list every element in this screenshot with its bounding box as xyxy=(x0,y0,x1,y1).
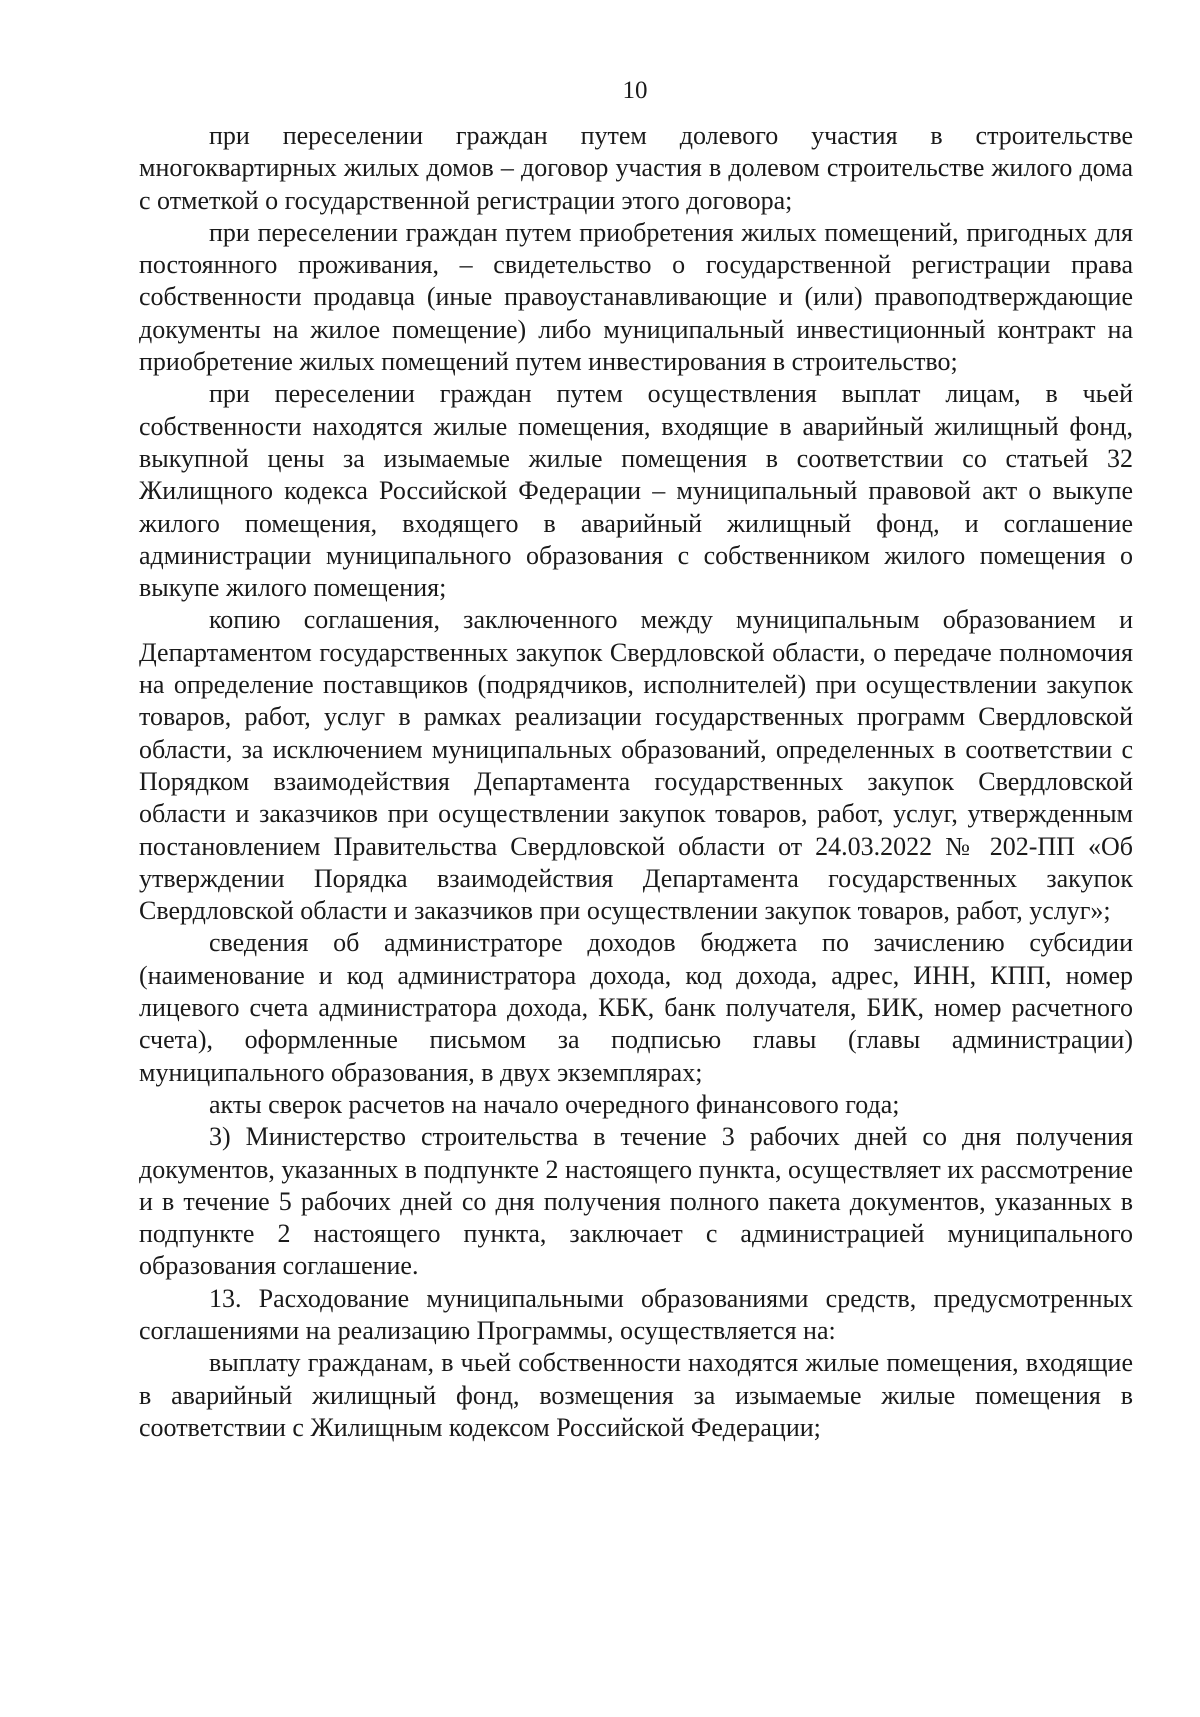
paragraph-reconciliation-acts: акты сверок расчетов на начало очередного финансового года; xyxy=(209,1089,900,1119)
paragraph-ministry-review: 3) Министерство строительства в течение 3 рабочих дней со дня получения документов, указанных в подпункте 2 настоящего пункта, осуществляет их рассмотрение и в течение 5 рабочих дней со дня получения полного пакета документов, указанных в подпункте 2 настоящего пункта, заключает с администрацией муниципального образования соглашение. xyxy=(139,1122,1133,1281)
paragraph-compensation-payment: выплату гражданам, в чьей собственности находятся жилые помещения, входящие в аварийный жилищный фонд, возмещения за изымаемые жилые помещения в соответствии с Жилищным кодексом Российской Федерации; xyxy=(139,1348,1133,1442)
page-number: 10 xyxy=(622,77,648,104)
paragraph-revenue-administrator: сведения об администраторе доходов бюджета по зачислению субсидии (наименование и код администратора дохода, код дохода, адрес, ИНН, КПП, номер лицевого счета администратора дохода, КБК, банк получателя, БИК, номер расчетного счета), оформленные письмом за подписью главы (главы администрации) муниципального образования, в двух экземплярах; xyxy=(139,928,1133,1087)
paragraph-buyout-payments: при переселении граждан путем осуществления выплат лицам, в чьей собственности находятся жилые помещения, входящие в аварийный жилищный фонд, выкупной цены за изымаемые жилые помещения в соответствии со статьей 32 Жилищного кодекса Российской Федерации – муниципальный правовой акт о выкупе жилого помещения, входящего в аварийный жилищный фонд, и соглашение администрации муниципального образования с собственником жилого помещения о выкупе жилого помещения; xyxy=(139,379,1133,603)
document-body xyxy=(139,120,1133,1444)
paragraph-procurement-agreement: копию соглашения, заключенного между муниципальным образованием и Департаментом государственных закупок Свердловской области, о передаче полномочия на определение поставщиков (подрядчиков, исполнителей) при осуществлении закупок товаров, работ, услуг в рамках реализации государственных программ Свердловской области, за исключением муниципальных образований, определенных в соответствии с Порядком взаимодействия Департамента государственных закупок Свердловской области и заказчиков при осуществлении закупок товаров, работ, услуг, утвержденным постановлением Правительства Свердловской области от 24.03.2022 № 202-ПП «Об утверждении Порядка взаимодействия Департамента государственных закупок Свердловской области и заказчиков при осуществлении закупок товаров, работ, услуг»; xyxy=(139,605,1133,926)
paragraph-shared-construction: при переселении граждан путем долевого участия в строительстве многоквартирных жилых домов – договор участия в долевом строительстве жилого дома с отметкой о государственной регистрации этого договора; xyxy=(139,121,1133,215)
paragraph-purchase-housing: при переселении граждан путем приобретения жилых помещений, пригодных для постоянного проживания, – свидетельство о государственной регистрации права собственности продавца (иные правоустанавливающие и (или) правоподтверждающие документы на жилое помещение) либо муниципальный инвестиционный контракт на приобретение жилых помещений путем инвестирования в строительство; xyxy=(139,217,1133,377)
paragraph-section-13: 13. Расходование муниципальными образованиями средств, предусмотренных соглашениями на реализацию Программы, осуществляется на: xyxy=(139,1283,1133,1345)
